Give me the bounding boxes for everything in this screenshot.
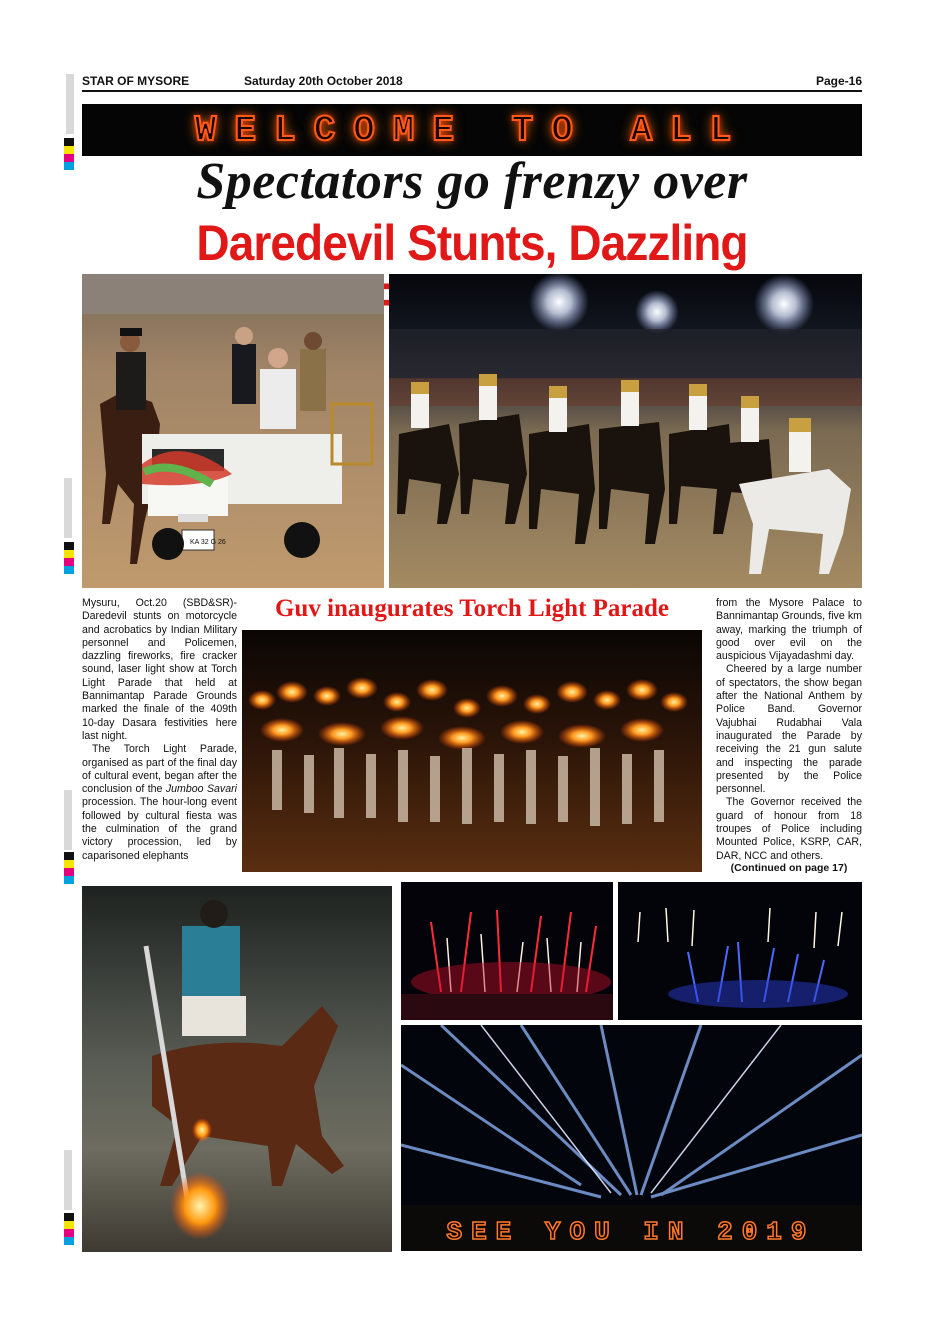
headline-line2: Daredevil Stunts, Dazzling bbox=[196, 215, 748, 271]
registration-mark bbox=[64, 1213, 74, 1245]
article-right-column bbox=[716, 597, 862, 863]
photo-mounted-police bbox=[389, 274, 862, 588]
headline-line1: Spectators go frenzy over bbox=[196, 153, 748, 210]
margin-grey-bar bbox=[64, 478, 72, 538]
registration-mark bbox=[64, 138, 74, 170]
masthead-rule bbox=[82, 90, 862, 92]
registration-mark bbox=[64, 852, 74, 884]
welcome-banner bbox=[82, 104, 862, 156]
banner-text: WELCOME TO ALL bbox=[194, 110, 750, 151]
article-paragraph: Mysuru, Oct.20 (SBD&SR)- Daredevil stunts on motorcycle and acrobatics by Indian Military personnel and Policemen, dazzling fireworks, fire cracker sound, laser light show at Torch Light Parade that held at Bannimantap Parade Grounds marked the finale of the 409th 10-day Dasara festivities here last night. bbox=[82, 597, 237, 742]
margin-grey-bar bbox=[64, 790, 72, 850]
margin-grey-bar bbox=[64, 1150, 72, 1210]
emphasis-jumboo-savari: Jumboo Savari bbox=[165, 783, 237, 796]
subhead: Guv inaugurates Torch Light Parade bbox=[274, 595, 670, 622]
laser-text: SEE YOU IN 2019 bbox=[446, 1217, 816, 1247]
issue-date: Saturday 20th October 2018 bbox=[244, 74, 403, 88]
photo-torch-parade bbox=[242, 630, 702, 872]
photo-laser-show bbox=[401, 1025, 862, 1251]
article-left-column bbox=[82, 597, 237, 863]
registration-mark bbox=[64, 542, 74, 574]
photo-governor-jeep bbox=[82, 274, 384, 588]
photo-fireworks-red bbox=[401, 882, 613, 1020]
article-paragraph: The Torch Light Parade, organised as part of the final day of cultural event, began after the conclusion of the Jumboo Savari procession. The hour-long event followed by cultural fiesta was the culmination of the grand victory procession, led by caparisoned elephants bbox=[82, 743, 237, 862]
photo-fireworks-blue bbox=[618, 882, 862, 1020]
photo-horse-stunt bbox=[82, 886, 392, 1252]
paper-name: STAR OF MYSORE bbox=[82, 74, 190, 88]
article-paragraph: The Governor received the guard of honour from 18 troupes of Police including Mounted Police, KSRP, CAR, DAR, NCC and others. bbox=[716, 796, 862, 862]
masthead bbox=[82, 74, 862, 90]
page-number: Page-16 bbox=[815, 74, 862, 88]
continued-note: (Continued on page 17) bbox=[730, 862, 848, 874]
jeep-number-plate: KA 32 G 26 bbox=[190, 539, 226, 546]
margin-grey-bar bbox=[66, 74, 74, 134]
article-paragraph: Cheered by a large number of spectators, the show began after the National Anthem by Police Band. Governor Vajubhai Rudabhai Vala inaugurated the Parade by receiving the 21 gun salute and inspecting the parade presented by the Police personnel. bbox=[716, 663, 862, 796]
article-paragraph: from the Mysore Palace to Bannimantap Grounds, five km away, marking the triumph of good over evil on the auspicious Vijayadashmi day. bbox=[716, 597, 862, 663]
